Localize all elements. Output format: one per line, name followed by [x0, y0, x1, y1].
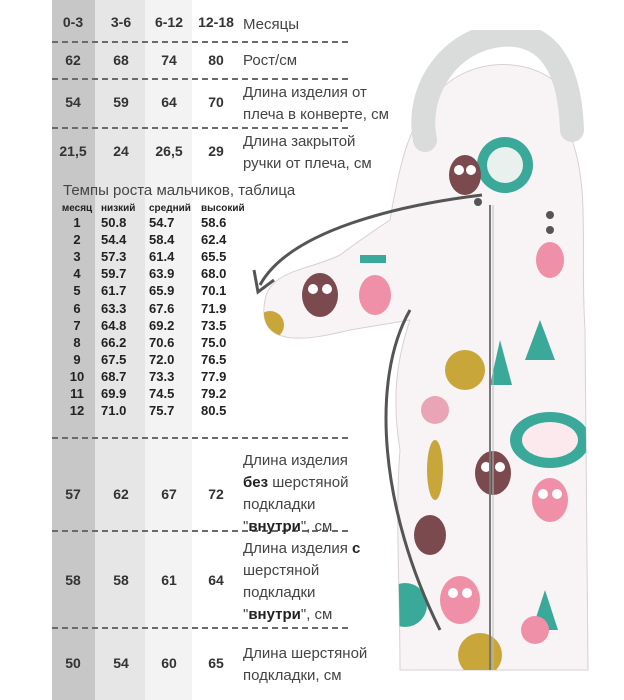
table-cell: 76.5	[201, 351, 227, 367]
table-cell: 6	[73, 300, 81, 316]
table-row	[53, 248, 263, 265]
row-divider	[52, 127, 348, 129]
table-cell: 57.3	[101, 249, 127, 265]
table-cell: 7	[73, 317, 81, 333]
table-cell: 66.2	[101, 334, 127, 350]
table-row	[53, 299, 263, 316]
table-cell: 68.0	[201, 266, 227, 282]
value-cell: 61	[161, 572, 177, 588]
row-divider	[52, 41, 348, 43]
table-cell: 5	[73, 283, 81, 299]
growth-table	[53, 203, 263, 419]
row-label-line3: подкладки	[243, 584, 316, 601]
value-cell: 59	[113, 94, 129, 110]
row-divider	[52, 78, 348, 80]
value-cell: 80	[208, 52, 224, 68]
value-cell: 21,5	[59, 143, 87, 159]
value-cell: 54	[65, 94, 81, 110]
table-cell: 70.6	[149, 334, 175, 350]
row-label-line1: Длина закрытой	[243, 133, 356, 150]
table-cell: 62.4	[201, 232, 227, 248]
growth-header-high: высокий	[201, 203, 245, 214]
row-label-line1: Длина изделия с	[243, 540, 361, 557]
value-cell: 62	[65, 52, 81, 68]
row-label-line2: подкладки, см	[243, 667, 342, 684]
value-cell: 72	[208, 486, 224, 502]
table-cell: 54.7	[149, 215, 175, 231]
value-cell: 64	[208, 572, 224, 588]
table-cell: 71.9	[201, 300, 227, 316]
table-cell: 58.6	[201, 215, 227, 231]
table-cell: 68.7	[101, 368, 127, 384]
table-row	[53, 265, 263, 282]
value-cell: 54	[113, 655, 129, 671]
growth-header-month: месяц	[61, 203, 93, 214]
table-cell: 79.2	[201, 385, 227, 401]
growth-header-mid: средний	[149, 203, 191, 214]
table-row	[53, 317, 263, 334]
table-cell: 50.8	[101, 215, 127, 231]
row-label-line4: "внутри", см	[243, 518, 333, 535]
table-cell: 74.5	[149, 385, 175, 401]
table-cell: 72.0	[149, 351, 175, 367]
row-label-line4: "внутри", см	[243, 606, 333, 623]
row-label-line2: ручки от плеча, см	[243, 155, 372, 172]
value-cell: 65	[208, 655, 224, 671]
table-cell: 69.9	[101, 385, 127, 401]
table-cell: 69.2	[149, 317, 175, 333]
table-row	[53, 385, 263, 402]
table-cell: 75.0	[201, 334, 227, 350]
row-label: Рост/см	[243, 52, 298, 69]
table-cell: 1	[73, 215, 81, 231]
growth-header-low: низкий	[101, 203, 136, 214]
row-label-line2: шерстяной	[243, 562, 320, 579]
table-cell: 2	[73, 232, 81, 248]
header-col-1: 3-6	[110, 14, 132, 30]
table-cell: 80.5	[201, 403, 227, 419]
value-cell: 60	[161, 655, 177, 671]
row-label-line1: Длина шерстяной	[243, 645, 368, 662]
table-cell: 54.4	[101, 232, 127, 248]
table-row	[53, 368, 263, 385]
row-label-line1: Длина изделия	[243, 452, 348, 469]
table-cell: 64.8	[101, 317, 127, 333]
table-cell: 73.5	[201, 317, 227, 333]
table-cell: 61.4	[149, 249, 175, 265]
table-row	[53, 282, 263, 299]
table-cell: 73.3	[149, 368, 175, 384]
table-cell: 70.1	[201, 283, 227, 299]
value-cell: 29	[208, 143, 224, 159]
row-divider	[52, 627, 348, 629]
table-cell: 71.0	[101, 403, 127, 419]
row-label-line3: подкладки	[243, 496, 316, 513]
table-row	[53, 351, 263, 368]
row-label-line1: Длина изделия от	[243, 84, 367, 101]
table-cell: 67.5	[101, 351, 127, 367]
table-cell: 63.9	[149, 266, 175, 282]
row-label-line2: без шерстяной	[243, 474, 349, 491]
table-cell: 61.7	[101, 283, 127, 299]
value-cell: 57	[65, 486, 81, 502]
table-cell: 8	[73, 334, 81, 350]
value-cell: 64	[161, 94, 177, 110]
growth-table-header	[53, 203, 263, 214]
table-row	[53, 334, 263, 351]
row-label-line2: плеча в конверте, см	[243, 106, 389, 123]
row-divider	[52, 437, 348, 439]
header-label: Месяцы	[243, 16, 300, 33]
table-cell: 59.7	[101, 266, 127, 282]
value-cell: 26,5	[155, 143, 183, 159]
value-cell: 58	[65, 572, 81, 588]
value-cell: 24	[113, 143, 129, 159]
value-cell: 62	[113, 486, 129, 502]
table-row	[53, 402, 263, 419]
table-cell: 9	[73, 351, 81, 367]
value-cell: 74	[161, 52, 177, 68]
value-cell: 70	[208, 94, 224, 110]
table-cell: 11	[70, 385, 84, 401]
value-cell: 50	[65, 655, 81, 671]
table-row	[53, 214, 263, 231]
table-cell: 3	[73, 249, 81, 265]
table-cell: 58.4	[149, 232, 175, 248]
table-cell: 65.9	[149, 283, 175, 299]
table-cell: 12	[69, 403, 85, 419]
table-cell: 10	[69, 368, 85, 384]
table-cell: 75.7	[149, 403, 175, 419]
value-cell: 68	[113, 52, 129, 68]
header-col-0: 0-3	[62, 14, 84, 30]
growth-table-title: Темпы роста мальчиков, таблица	[63, 182, 296, 199]
header-col-2: 6-12	[154, 14, 184, 30]
header-col-3: 12-18	[198, 14, 234, 30]
table-cell: 77.9	[201, 368, 227, 384]
table-cell: 67.6	[149, 300, 175, 316]
value-cell: 67	[161, 486, 177, 502]
table-cell: 65.5	[201, 249, 227, 265]
value-cell: 58	[113, 572, 129, 588]
table-row	[53, 231, 263, 248]
table-cell: 63.3	[101, 300, 127, 316]
table-cell: 4	[73, 266, 81, 282]
